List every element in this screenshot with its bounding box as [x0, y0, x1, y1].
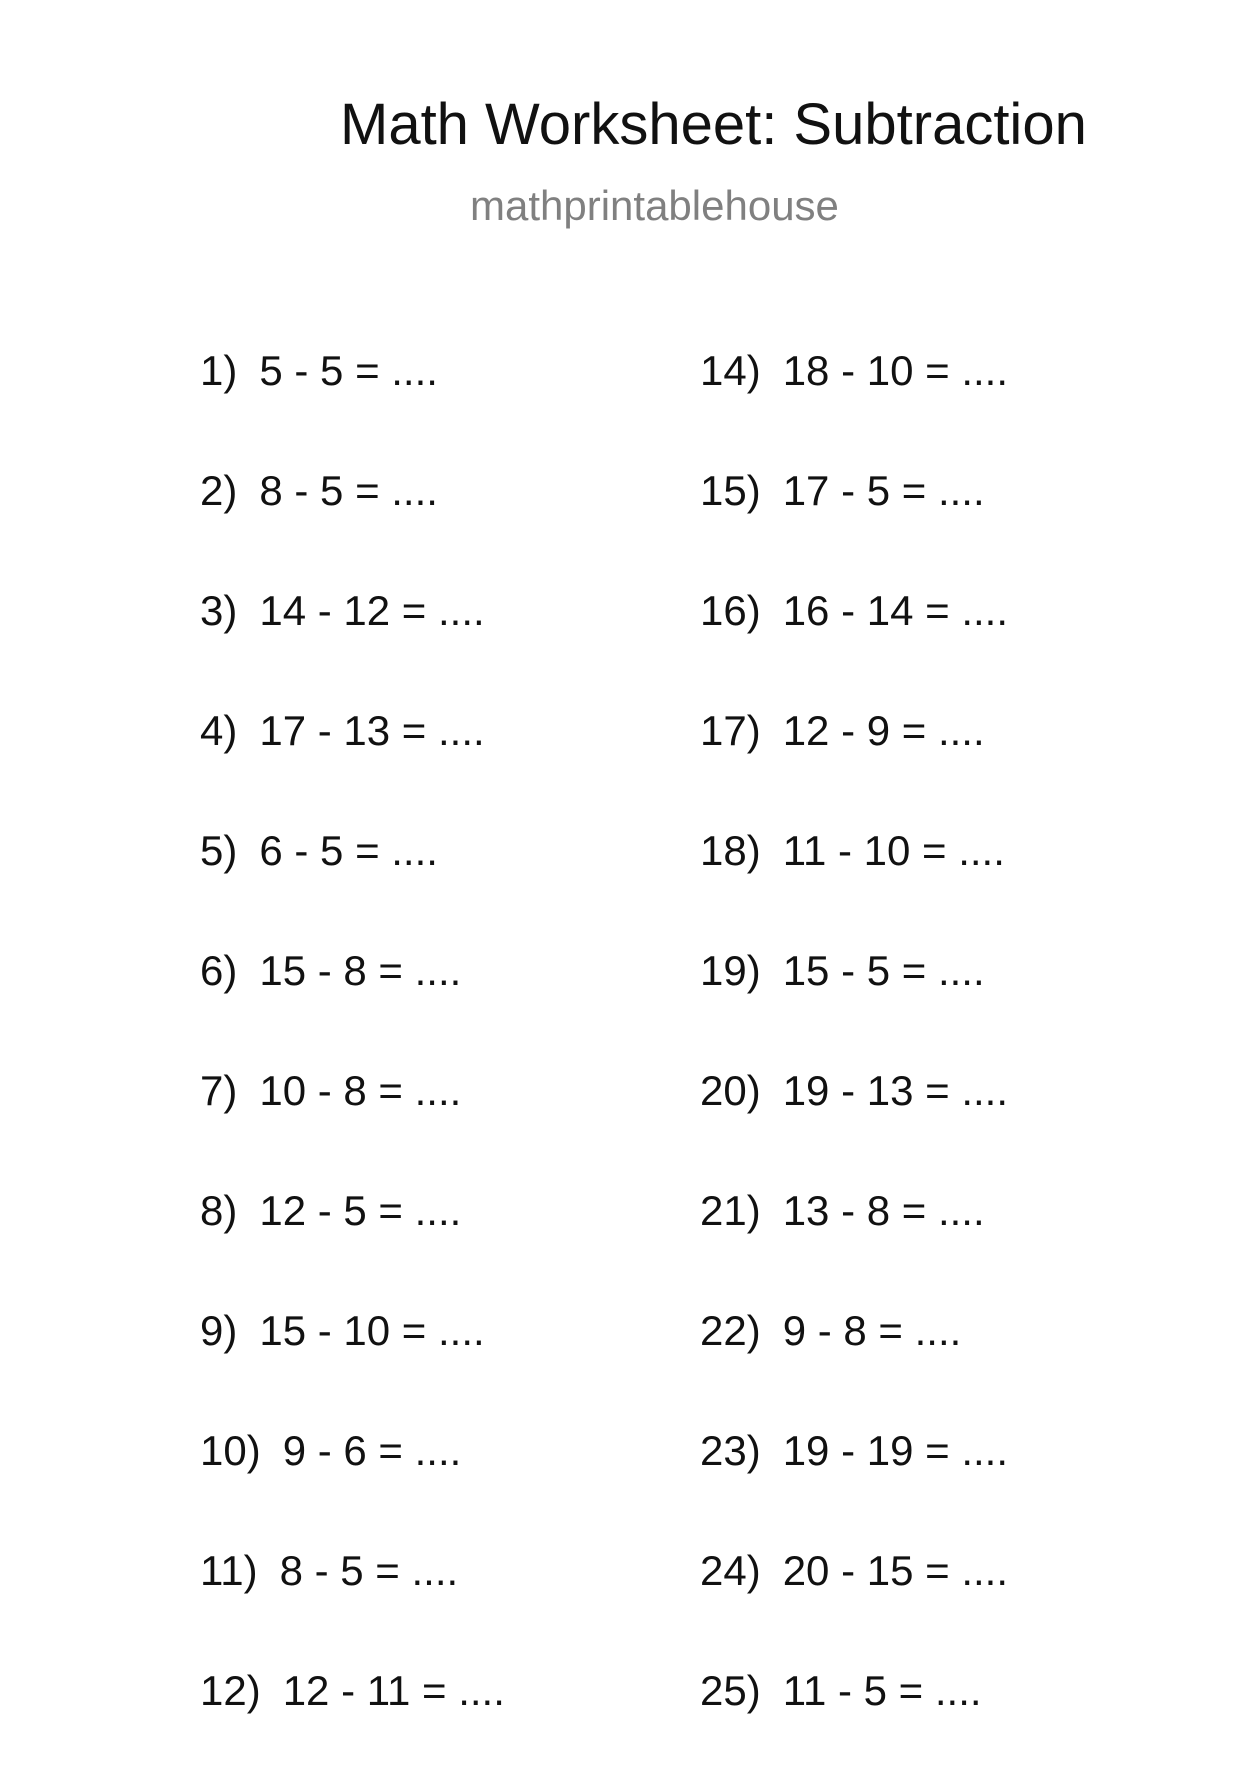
- problem-expression: 13 - 8 = ....: [782, 1187, 985, 1234]
- problem-number: 10): [200, 1427, 261, 1474]
- problem-number: 23): [700, 1427, 761, 1474]
- problem-number: 22): [700, 1307, 761, 1354]
- problem-expression: 15 - 8 = ....: [259, 947, 462, 994]
- problem-number: 20): [700, 1067, 761, 1114]
- problem-expression: 12 - 11 = ....: [282, 1667, 505, 1714]
- problem-expression: 12 - 5 = ....: [259, 1187, 462, 1234]
- problem-number: 19): [700, 947, 761, 994]
- problem-expression: 5 - 5 = ....: [259, 347, 438, 394]
- problem-row: [200, 827, 505, 950]
- problem-expression: 9 - 6 = ....: [282, 1427, 462, 1474]
- problem-row: [700, 827, 1008, 950]
- problem-number: 5): [200, 827, 238, 874]
- problem-expression: 18 - 10 = ....: [782, 347, 1009, 394]
- problem-expression: 10 - 8 = ....: [259, 1067, 462, 1114]
- problem-row: [200, 947, 505, 1070]
- problem-number: 24): [700, 1547, 761, 1594]
- problem-expression: 17 - 13 = ....: [259, 707, 485, 754]
- problem-number: 4): [200, 707, 238, 754]
- problem-expression: 11 - 5 = ....: [782, 1667, 982, 1714]
- problem-number: 8): [200, 1187, 238, 1234]
- problem-number: 16): [700, 587, 761, 634]
- problem-expression: 15 - 10 = ....: [259, 1307, 485, 1354]
- problem-expression: 9 - 8 = ....: [782, 1307, 962, 1354]
- problem-row: [700, 1427, 1009, 1550]
- problem-number: 1): [200, 347, 238, 394]
- problem-row: [200, 1307, 505, 1430]
- problem-number: 6): [200, 947, 238, 994]
- problem-expression: 19 - 13 = ....: [782, 1067, 1009, 1114]
- problem-number: 18): [700, 827, 761, 874]
- problem-row: [700, 1547, 1009, 1670]
- problem-row: [200, 1187, 505, 1310]
- problem-row: [200, 1667, 505, 1790]
- problem-expression: 20 - 15 = ....: [782, 1547, 1009, 1594]
- problem-row: [700, 707, 1008, 830]
- problem-expression: 15 - 5 = ....: [782, 947, 985, 994]
- problem-expression: 6 - 5 = ....: [259, 827, 438, 874]
- problem-number: 15): [700, 467, 761, 514]
- problem-row: [700, 947, 1008, 1070]
- problems-column-right: [700, 347, 1009, 1790]
- problem-row: [200, 1067, 505, 1190]
- problem-row: [700, 347, 1009, 470]
- problem-expression: 8 - 5 = ....: [279, 1547, 459, 1594]
- problem-row: [700, 1307, 1008, 1430]
- problem-expression: 11 - 10 = ....: [782, 827, 1005, 874]
- problem-expression: 12 - 9 = ....: [782, 707, 985, 754]
- problem-row: [200, 347, 505, 470]
- problem-expression: 14 - 12 = ....: [259, 587, 485, 634]
- problem-number: 7): [200, 1067, 238, 1114]
- problem-number: 17): [700, 707, 761, 754]
- problem-row: [200, 467, 505, 590]
- problem-row: [700, 1667, 1008, 1790]
- problem-number: 14): [700, 347, 761, 394]
- problem-number: 11): [200, 1547, 258, 1594]
- problem-expression: 8 - 5 = ....: [259, 467, 438, 514]
- problem-number: 2): [200, 467, 238, 514]
- problem-row: [700, 1067, 1009, 1190]
- worksheet-title: Math Worksheet: Subtraction: [340, 92, 1087, 157]
- problem-row: [200, 587, 505, 710]
- problem-number: 21): [700, 1187, 761, 1234]
- worksheet-source: mathprintablehouse: [470, 182, 839, 229]
- problem-row: [200, 1547, 505, 1670]
- problem-row: [200, 707, 505, 830]
- problem-number: 12): [200, 1667, 261, 1714]
- problem-expression: 17 - 5 = ....: [782, 467, 985, 514]
- problem-row: [200, 1427, 505, 1550]
- problem-row: [700, 467, 1008, 590]
- problem-number: 9): [200, 1307, 238, 1354]
- problem-expression: 19 - 19 = ....: [782, 1427, 1009, 1474]
- problem-number: 3): [200, 587, 238, 634]
- problem-row: [700, 587, 1009, 710]
- problem-number: 25): [700, 1667, 761, 1714]
- problem-row: [700, 1187, 1008, 1310]
- problems-column-left: [200, 347, 505, 1790]
- problem-expression: 16 - 14 = ....: [782, 587, 1009, 634]
